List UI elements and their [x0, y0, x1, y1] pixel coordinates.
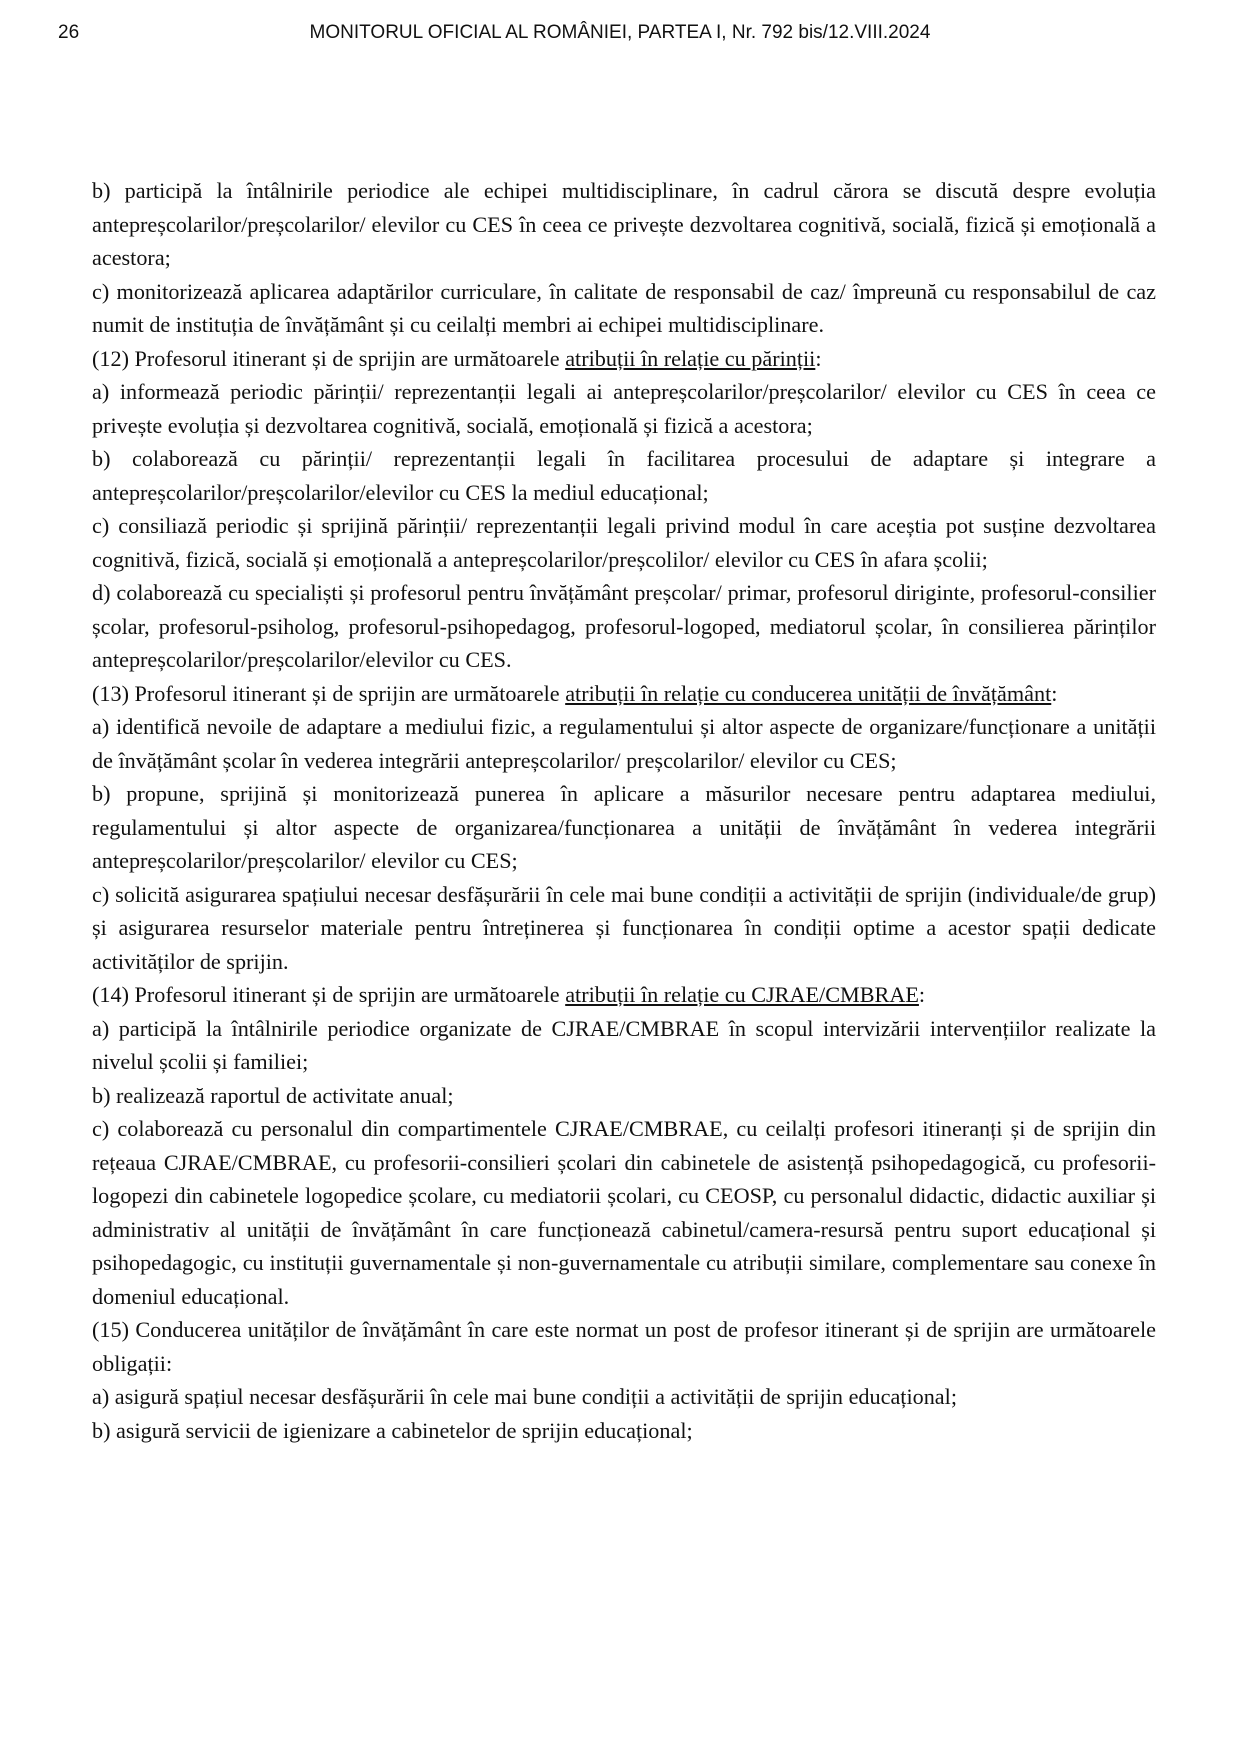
paragraph: c) solicită asigurarea spațiului necesar desfășurării în cele mai bune condiții a activității de sprijin (individuale/de grup) și asigurarea resurselor materiale pentru întreținerea și funcționarea în condiții optime a acestor spații dedicate activităților de sprijin. — [92, 881, 1156, 974]
heading-colon: : — [918, 982, 926, 1007]
heading-colon: : — [1051, 680, 1058, 706]
heading-text: (12) Profesorul itinerant și de sprijin are următoarele — [92, 345, 566, 371]
underlined-text: atribuții în relație cu conducerea unității de învățământ — [565, 680, 1052, 706]
paragraph: c) monitorizează aplicarea adaptărilor curriculare, în calitate de responsabil de caz/ împreună cu responsabilul de caz numit de instituția de învățământ și cu ceilalți membri ai echipei multidisciplinare. — [92, 278, 1156, 337]
heading-colon: : — [815, 345, 822, 371]
paragraph: (15) Conducerea unităților de învățământ în care este normat un post de profesor itinerant și de sprijin are următoarele obligații: — [92, 1317, 1156, 1376]
paragraph: c) consiliază periodic și sprijină părinții/ reprezentanții legali privind modul în care aceștia pot susține dezvoltarea cognitivă, fizică, socială și emoțională a antepreșcolarilor/preșcolilor/ elevilor cu CES în afara școlii; — [92, 513, 1156, 572]
page-number: 26 — [58, 22, 80, 43]
paragraph: b) colaborează cu părinții/ reprezentanții legali în facilitarea procesului de adaptare și integrare a antepreșcolarilor/preșcolarilor/elevilor cu CES la mediul educațional; — [92, 446, 1156, 505]
section-heading-12 — [92, 342, 1156, 376]
paragraph: b) participă la întâlnirile periodice ale echipei multidisciplinare, în cadrul cărora se discută despre evoluția antepreșcolarilor/preșcolarilor/ elevilor cu CES în ceea ce privește dezvoltarea cognitivă, socială, fizică și emoțională a acestora; — [92, 178, 1156, 270]
document-body — [92, 174, 1156, 1447]
paragraph: b) asigură servicii de igienizare a cabinetelor de sprijin educațional; — [92, 1417, 693, 1443]
paragraph: d) colaborează cu specialiști și profesorul pentru învățământ preșcolar/ primar, profesorul diriginte, profesorul-consilier școlar, profesorul-psiholog, profesorul-psihopedagog, profesorul-logoped, mediatorul școlar, în consilierea părinților antepreșcolarilor/preșcolarilor/elevilor cu CES. — [92, 580, 1156, 672]
underlined-text: atribuții în relație cu CJRAE/CMBRAE — [565, 982, 919, 1007]
paragraph: b) realizează raportul de activitate anual; — [92, 1082, 454, 1108]
paragraph: a) informează periodic părinții/ reprezentanții legali ai antepreșcolarilor/preșcolarilor/ elevilor cu CES în ceea ce privește evoluția și dezvoltarea cognitivă, socială, emoțională și fizică a acestora; — [92, 379, 1156, 438]
underlined-text: atribuții în relație cu părinții — [565, 345, 816, 371]
paragraph: c) colaborează cu personalul din compartimentele CJRAE/CMBRAE, cu ceilalți profesori itineranți și de sprijin din rețeaua CJRAE/CMBRAE, cu profesorii-consilieri școlari din cabinetele de asistență psihopedagogică, cu profesorii-logopezi din cabinetele logopedice școlare, cu mediatorii școlari, cu CEOSP, cu personalul didactic, didactic auxiliar și administrativ al unității de învățământ în care funcționează cabinetul/camera-resursă pentru suport educațional și psihopedagogic, cu instituții guvernamentale și non-guvernamentale cu atribuții similare, complementare sau conexe în domeniul educațional. — [92, 1116, 1156, 1309]
paragraph: b) propune, sprijină și monitorizează punerea în aplicare a măsurilor necesare pentru adaptarea mediului, regulamentului și altor aspecte de organizarea/funcționarea a unității de învățământ în vederea integrării antepreșcolarilor/preșcolarilor/ elevilor cu CES; — [92, 781, 1156, 873]
heading-text: (13) Profesorul itinerant și de sprijin are următoarele — [92, 680, 566, 706]
heading-text: (14) Profesorul itinerant și de sprijin are următoarele — [92, 982, 566, 1007]
section-heading-14 — [92, 978, 1156, 1012]
page-header — [58, 22, 1182, 52]
paragraph: a) identifică nevoile de adaptare a mediului fizic, a regulamentului și altor aspecte de organizare/funcționare a unității de învățământ școlar în vederea integrării antepreșcolarilor/ preșcolarilor/ elevilor cu CES; — [92, 714, 1156, 773]
paragraph: a) participă la întâlnirile periodice organizate de CJRAE/CMBRAE în scopul intervizării intervențiilor realizate la nivelul școlii și familiei; — [92, 1015, 1156, 1074]
publication-title: MONITORUL OFICIAL AL ROMÂNIEI, PARTEA I, Nr. 792 bis/12.VIII.2024 — [309, 22, 931, 43]
paragraph: a) asigură spațiul necesar desfășurării în cele mai bune condiții a activității de sprijin educațional; — [92, 1384, 957, 1409]
section-heading-13 — [92, 677, 1156, 711]
